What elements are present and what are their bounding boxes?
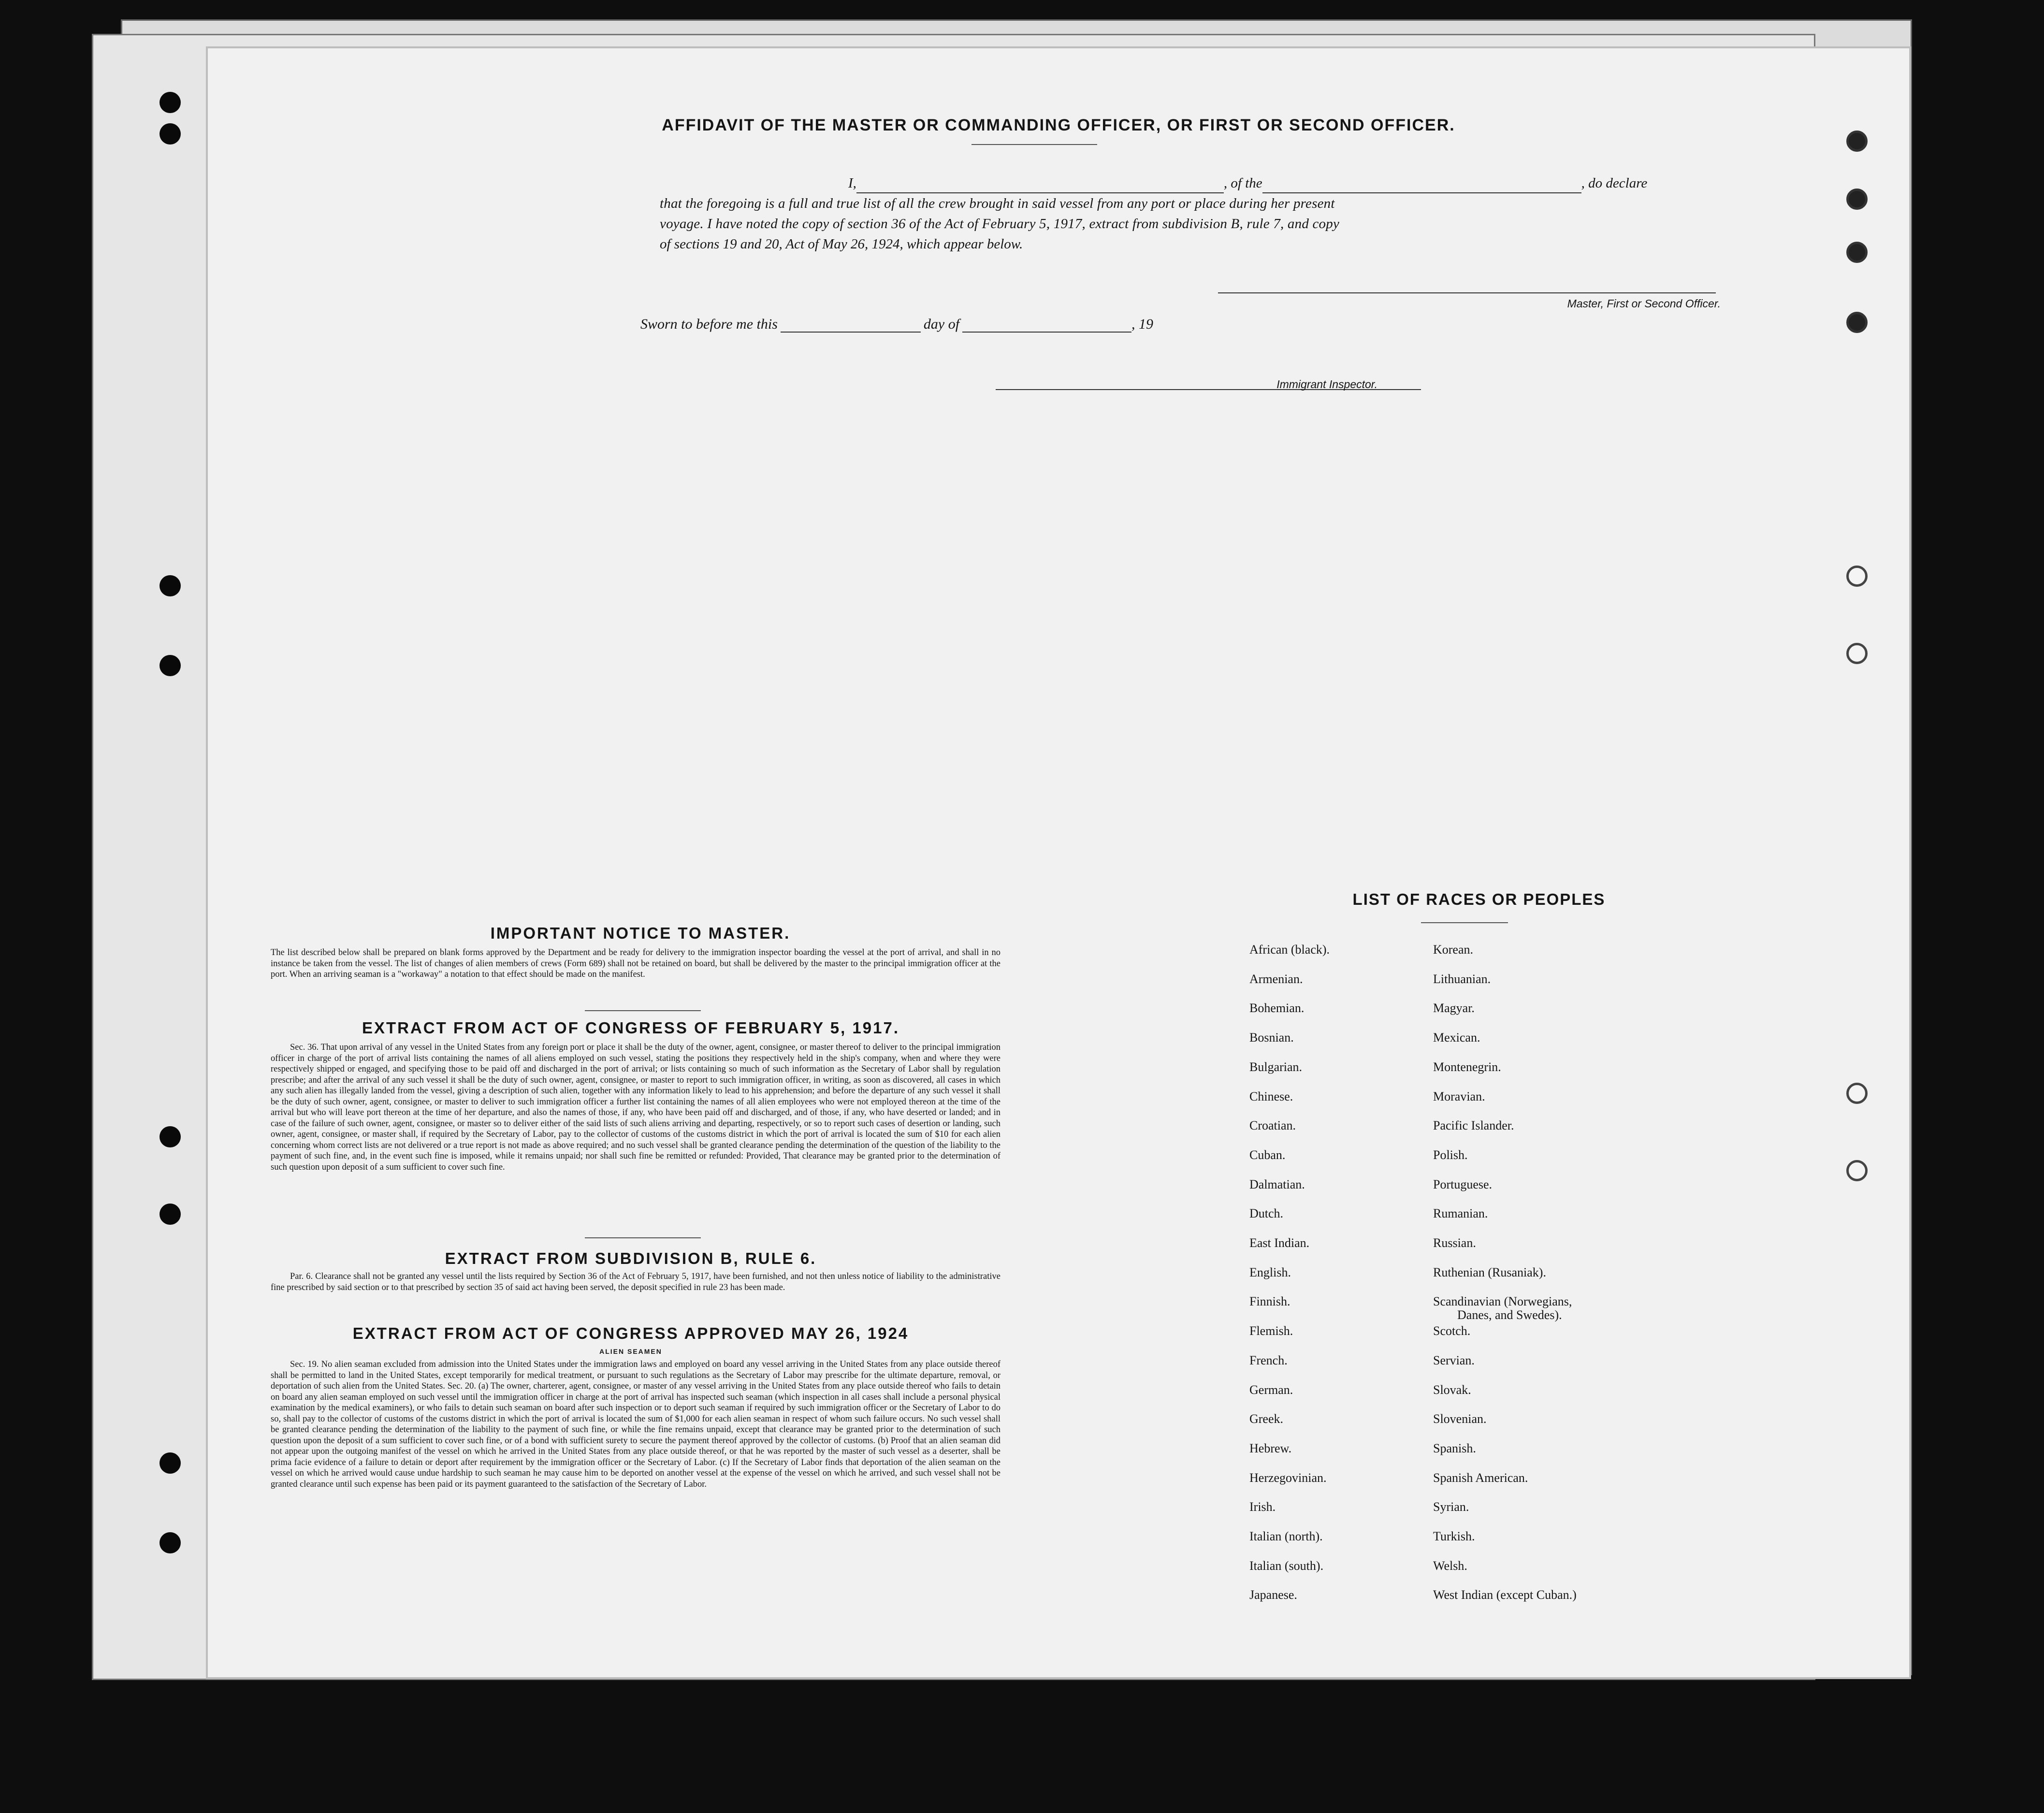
race-item: Turkish. [1433, 1529, 1475, 1543]
affidavit-declaration [640, 173, 1757, 254]
affidavit-line-3: voyage. I have noted the copy of section 36 of the Act of February 5, 1917, extract from subdivision B, rule 7, and copy [660, 216, 1340, 232]
binder-hole [159, 92, 181, 113]
affidavit-do-declare-label: , do declare [1581, 175, 1648, 191]
extract-1917-text: Sec. 36. That upon arrival of any vessel in the United States from any foreign port or place it shall be the duty of the owner, agent, consignee, or master thereof to deliver to the principal immigration officer in charge of the port of arrival lists containing the names of all aliens employed on such vessel, stating the positions they respectively held in the ship's company, when and where they were respectively shipped or engaged, and specifying those to be paid off and discharged in the port of arrival; or lists containing so much of such information as the Secretary of Labor shall by regulation prescribe; and after the arrival of any such vessel it shall be the duty of such owner, agent, consignee, or master to report to such immigration officer, in writing, as soon as discovered, all cases in which any such alien has illegally landed from the vessel, giving a description of such alien, together with any information likely to lead to his apprehension; and before the departure of any such vessel it shall be the duty of such owner, agent, consignee, or master to deliver to such immigration officer a further list containing the names of all alien employees who were not employed thereon at the time of the arrival but who will leave port thereon at the time of her departure, and also the names of those, if any, who have been paid off and discharged, and of those, if any, who have deserted or landed; and in case of the failure of such owner, agent, consignee, or master so to deliver either of the said lists of such aliens arriving and departing, respectively, or so to report such cases of desertion or landing, such owner, agent, consignee, or master shall, if required by the Secretary of Labor, pay to the collector of customs of the customs district in which the port of arrival is located the sum of $10 for each alien concerning whom correct lists are not delivered or a true report is not made as above required; and no such vessel shall be granted clearance pending the determination of the question of the liability to the payment of such fine, and, in the event such fine is imposed, while it remains unpaid; nor shall such fine be remitted or refunded: Provided, That clearance may be granted prior to the determination of such question upon deposit of a sum sufficient to cover such fine. [271, 1043, 1000, 1172]
sworn-month-field[interactable] [962, 315, 1131, 333]
race-item: Pacific Islander. [1433, 1118, 1514, 1133]
race-item: Irish. [1249, 1500, 1276, 1514]
binder-ring [1846, 189, 1868, 210]
race-item: Italian (south). [1249, 1558, 1324, 1573]
notice-text: The list described below shall be prepared on blank forms approved by the Department and be ready for delivery to the immigration inspector boarding the vessel at the port of arrival, and shall in no instance be taken from the vessel. The list of changes of alien members of crews (Form 689) shall not be retained on board, but shall be delivered by the master to the principal immigration officer at the port. When an arriving seaman is a "workaway" a notation to that effect should be made on the manifest. [271, 948, 1000, 979]
extract-1924-title: EXTRACT FROM ACT OF CONGRESS APPROVED MAY 26, 1924 [352, 1324, 909, 1342]
binder-hole [159, 1204, 181, 1225]
sworn-day-of-label: day of [923, 316, 960, 332]
race-item: Russian. [1433, 1236, 1476, 1250]
race-item: Finnish. [1249, 1294, 1290, 1309]
race-item: Servian. [1433, 1353, 1475, 1367]
affidavit-of-the-label: , of the [1223, 175, 1262, 191]
race-item: Mexican. [1433, 1030, 1480, 1045]
race-item: Welsh. [1433, 1558, 1467, 1573]
race-item: Japanese. [1249, 1588, 1297, 1602]
race-item: Moravian. [1433, 1089, 1485, 1103]
race-item: Bohemian. [1249, 1001, 1305, 1015]
sworn-year-label: , 19 [1131, 316, 1154, 332]
sworn-prefix: Sworn to before me this [640, 316, 778, 332]
race-item: Rumanian. [1433, 1206, 1488, 1221]
binder-ring [1846, 242, 1868, 263]
binder-ring [1846, 312, 1868, 333]
race-item: Herzegovinian. [1249, 1470, 1327, 1485]
race-item: Bosnian. [1249, 1030, 1294, 1045]
race-item: Lithuanian. [1433, 972, 1491, 986]
race-item: Montenegrin. [1433, 1059, 1501, 1074]
binder-hole [159, 1532, 181, 1553]
race-item: Cuban. [1249, 1147, 1286, 1162]
race-item: Korean. [1433, 943, 1474, 957]
race-item: Danes, and Swedes). [1457, 1308, 1562, 1322]
binder-hole [159, 123, 181, 145]
races-title: LIST OF RACES OR PEOPLES [1352, 890, 1606, 908]
race-item: French. [1249, 1353, 1288, 1367]
extract-1924-text: Sec. 19. No alien seaman excluded from admission into the United States under the immigration laws and employed on board any vessel arriving in the United States from any place outside thereof shall be permitted to land in the United States, except temporarily for medical treatment, or pursuant to such regulations as the Secretary of Labor may prescribe for the ultimate departure, removal, or deportation of such alien from the United States. Sec. 20. (a) The owner, charterer, agent, consignee, or master of any vessel arriving in the United States from any place outside thereof who fails to detain on board any alien seaman employed on such vessel until the immigration officer in charge at the port of arrival has inspected such seaman (which inspection in all cases shall include a personal physical examination by the medical examiners), or who fails to detain such seaman on board after such inspection or to deport such seaman if required by such immigration officer or the Secretary of Labor to do so, shall pay to the collector of customs of the customs district in which the port of arrival is located the sum of $1,000 for each alien seaman in respect of whom such failure occurs. No such vessel shall be granted clearance pending the determination of the liability to the payment of such fine, or while the fine remains unpaid, except that clearance may be granted prior to the determination of such question upon the deposit of a sum sufficient to cover such fine, or of a bond with sufficient surety to secure the payment thereof approved by the collector of customs. (b) Proof that an alien seaman did not appear upon the outgoing manifest of the vessel on which he arrived in the United States from any place outside thereof, or that he was reported by the master of such vessel as a deserter, shall be prima facie evidence of a failure to detain or deport after requirement by the immigration officer or the Secretary of Labor. (c) If the Secretary of Labor finds that deportation of the alien seaman on the vessel on which he arrived would cause undue hardship to such seaman he may cause him to be deported on another vessel at the expense of the vessel on which he arrived, and such vessel shall not be granted clearance until such expense has been paid or its payment guaranteed to the satisfaction of the Secretary of Labor. [271, 1360, 1000, 1489]
affidavit-title: AFFIDAVIT OF THE MASTER OR COMMANDING OFFICER, OR FIRST OR SECOND OFFICER. [662, 116, 1455, 134]
binder-hole [159, 1126, 181, 1147]
race-item: East Indian. [1249, 1236, 1310, 1250]
race-item: Syrian. [1433, 1500, 1469, 1514]
affidavit-line-2: that the foregoing is a full and true list of all the crew brought in said vessel from any port or place during her present [660, 196, 1335, 211]
extract-1917-title: EXTRACT FROM ACT OF CONGRESS OF FEBRUARY 5, 1917. [362, 1019, 900, 1037]
sworn-line [640, 315, 1462, 333]
affidavit-i-label: I, [848, 175, 856, 191]
race-item: Ruthenian (Rusaniak). [1433, 1265, 1546, 1279]
notice-title: IMPORTANT NOTICE TO MASTER. [490, 924, 791, 942]
binder-hole [159, 575, 181, 596]
inspector-label: Immigrant Inspector. [1276, 378, 1377, 391]
race-item: Dalmatian. [1249, 1177, 1305, 1191]
race-item: Magyar. [1433, 1001, 1475, 1015]
master-signature-line[interactable] [1218, 292, 1716, 293]
divider [585, 1010, 701, 1011]
race-item: Slovak. [1433, 1382, 1471, 1397]
race-item: Armenian. [1249, 972, 1303, 986]
extract-1924-subtitle: ALIEN SEAMEN [599, 1348, 662, 1355]
divider [971, 144, 1097, 145]
race-item: Spanish American. [1433, 1470, 1528, 1485]
race-item: Hebrew. [1249, 1441, 1292, 1455]
binder-ring [1846, 643, 1868, 664]
race-item: Dutch. [1249, 1206, 1284, 1221]
divider [585, 1237, 701, 1238]
race-item: Italian (north). [1249, 1529, 1323, 1543]
race-item: German. [1249, 1382, 1293, 1397]
binder-hole [159, 1452, 181, 1474]
race-item: Bulgarian. [1249, 1059, 1303, 1074]
race-item: Croatian. [1249, 1118, 1296, 1133]
binder-ring [1846, 1160, 1868, 1181]
affidavit-sheet [208, 48, 1909, 1677]
race-item: Slovenian. [1433, 1412, 1487, 1426]
race-item: Flemish. [1249, 1324, 1293, 1338]
master-signature-label: Master, First or Second Officer. [1567, 297, 1721, 310]
binder-hole [159, 655, 181, 676]
race-item: Scotch. [1433, 1324, 1471, 1338]
vessel-name-field[interactable] [1262, 176, 1581, 193]
extract-rule6-text: Par. 6. Clearance shall not be granted any vessel until the lists required by Section 36 of the Act of February 5, 1917, have been furnished, and not then unless notice of liability to the administrative fine prescribed by said section or to that prescribed by section 35 of said act having been served, the deposit specified in rule 23 has been made. [271, 1272, 1000, 1292]
race-item: West Indian (except Cuban.) [1433, 1588, 1577, 1602]
race-item: African (black). [1249, 943, 1330, 957]
race-item: Portuguese. [1433, 1177, 1493, 1191]
binder-ring [1846, 566, 1868, 587]
binder-ring [1846, 1083, 1868, 1104]
sworn-day-field[interactable] [781, 315, 921, 333]
divider [1421, 922, 1508, 923]
extract-rule6-title: EXTRACT FROM SUBDIVISION B, RULE 6. [445, 1249, 817, 1267]
race-item: Spanish. [1433, 1441, 1476, 1455]
race-item: Greek. [1249, 1412, 1284, 1426]
race-item: Polish. [1433, 1147, 1468, 1162]
affidavit-line-4: of sections 19 and 20, Act of May 26, 1924, which appear below. [660, 236, 1023, 252]
race-item: Chinese. [1249, 1089, 1293, 1103]
race-item: Scandinavian (Norwegians, [1433, 1294, 1572, 1309]
officer-name-field[interactable] [856, 176, 1224, 193]
race-item: English. [1249, 1265, 1291, 1279]
